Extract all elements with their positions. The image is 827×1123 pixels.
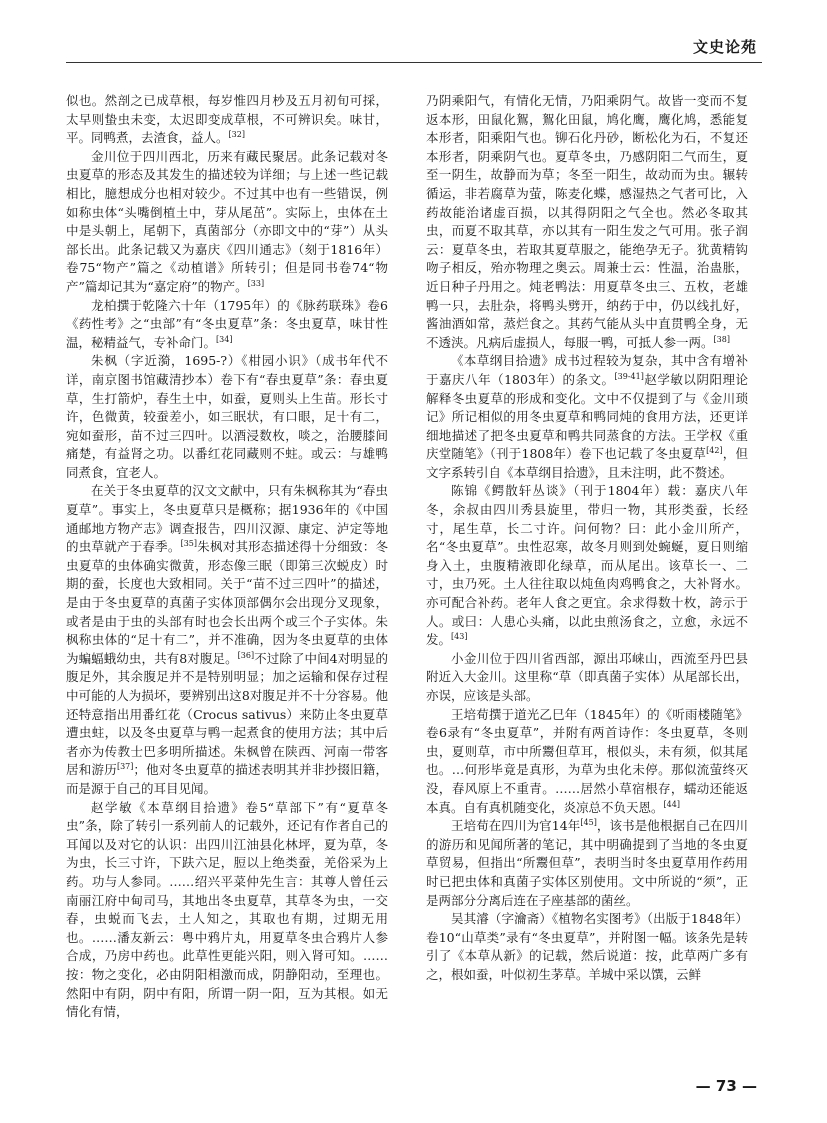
citation-ref: [38]: [713, 334, 730, 344]
paragraph-text: 不过除了中间4对明显的腹足外，其余腹足并不是特别明显；加之运输和保存过程中可能的人为损坏，要辨别出这8对腹足并不十分容易。他还特意指出用番红花（Crocus sativus）来防止冬虫夏草遭虫蛀，以及冬虫夏草与鸭一起煮食的使用方法；其中后者亦为传教士巴多明所描述。朱枫曾在陕西、河南一带客居和游历: [66, 650, 388, 778]
paragraph-text: 王培荀撰于道光乙巳年（1845年）的《听雨楼随笔》卷6录有“冬虫夏草”，并附有两首诗作：冬虫夏草，冬则虫，夏则草，市中所鬻但草耳，根似头，未有须，似其尾也。…何形毕竟是真形，为草为虫化未停。那似流萤终灭没，春风原上不重青。……居然小草宿根存，蠕动还能返本真。自有真机随变化，炎凉总不负天恩。: [426, 706, 748, 815]
paragraph-text: 龙柏撰于乾隆六十年（1795年）的《脉药联珠》卷6《药性考》之“虫部”有“冬虫夏草”条：冬虫夏草，味甘性温，秘精益气，专补命门。: [66, 297, 388, 350]
citation-ref: [39-41]: [614, 371, 644, 381]
paragraph-text: 似也。然剖之已成草根，每岁惟四月杪及五月初旬可採，太早则蛰虫未变，太迟即变成草根，不可辨识矣。味甘，平。同鸭煮，去渣食，益人。: [66, 93, 388, 146]
citation-ref: [34]: [216, 334, 233, 344]
paragraph-text: 赵学敏以阴阳理论解释冬虫夏草的形成和变化。文中不仅提到了与《金川琐记》所记相似的用冬虫夏草和鸭同炖的食用方法，还更详细地描述了把冬虫夏草和鸭共同蒸食的方法。王学权《重庆堂随笔》（刊于1808年）卷下也记载了冬虫夏草: [426, 371, 748, 462]
citation-ref: [33]: [247, 278, 265, 288]
paragraph-text: 朱枫对其形态描述得十分细致：冬虫夏草的虫体确实微黄，形态像三眠（即第三次蜕皮）时期的蚕，长度也大致相同。关于“苗不过三四叶”的描述，是由于冬虫夏草的真菌子实体顶部偶尔会出现分叉现象，或者是由于虫的头部有时也会长出两个或三个子实体。朱枫称虫体的“足十有二”，并不准确，因为冬虫夏草的虫体为蝙蝠蛾幼虫，共有8对腹足。: [66, 539, 388, 666]
citation-ref: [44]: [663, 799, 680, 809]
journal-section-title: 文史论苑: [692, 38, 757, 56]
paragraph-text: ，该书是他根据自己在四川的游历和见闻所著的笔记，其中明确提到了当地的冬虫夏草贸易，但指出“所鬻但草”，表明当时冬虫夏草用作药用时已把虫体和真菌子实体区别使用。文中所说的“须”，正是两部分分离后连在子座基部的菌丝。: [426, 818, 748, 908]
paragraph: [426, 910, 748, 984]
paragraph-text: 金川位于四川西北，历来有藏民聚居。此条记载对冬虫夏草的形态及其发生的描述较为详细；与上述一些记载相比，臆想成分也相对较少。不过其中也有一些错误，例如称虫体“头嘴倒植土中，芽从尾茁”。实际上，虫体在土中是头朝上，尾朝下，真菌部分（亦即文中的“芽”）从头部长出。此条记载又为嘉庆《四川通志》（刻于1816年）卷75“物产”篇之《动植谱》所转引；但是同书卷74“物产”篇却记其为“嘉定府”的物产。: [66, 148, 388, 294]
paragraph: [426, 650, 748, 706]
paragraph-text: 《本草纲目拾遗》成书过程较为复杂，其中含有增补于嘉庆八年（1803年）的条文。: [426, 353, 748, 387]
paragraph-text: 在关于冬虫夏草的汉文文献中，只有朱枫称其为“春虫夏草”。事实上，冬虫夏草只是概称；据1936年的《中国通邮地方物产志》调查报告，四川汉源、康定、泸定等地的虫草就产于春季。: [66, 483, 388, 555]
paragraph-text: ，但文字系转引自《本草纲目拾遗》，且未注明，此不赘述。: [426, 446, 748, 480]
paragraph: [426, 817, 748, 910]
paragraph-text: ；他对冬虫夏草的描述表明其并非抄掇旧籍，而是源于自己的耳目见闻。: [66, 762, 388, 796]
paragraph: [426, 92, 748, 352]
citation-ref: [32]: [228, 130, 245, 140]
citation-ref: [35]: [180, 539, 198, 549]
paragraph-text: 赵学敏《本草纲目拾遗》卷5“草部下”有“夏草冬虫”条，除了转引一系列前人的记载外，还记有作者自己的耳闻以及对它的认识：出四川江油县化林坪，夏为草，冬为虫，长三寸许，下趺六足，脰以上绝类蚕，羌俗采为上药。功与人参同。……绍兴平菜仲先生言：其尊人曾任云南丽江府中甸司马，其地出冬虫夏草，其草冬为虫，一交春，虫蜕而飞去，土人知之，其取也有期，过期无用也。……潘友新云：粤中鸦片丸，用夏草冬虫合鸦片人参合成，乃房中药也。此草性更能兴阳，则入肾可知。……按：物之变化，必由阴阳相激而成，阴静阳动，至理也。然阳中有阴，阴中有阳，所谓一阴一阳，互为其根。如无情化有情，: [66, 799, 388, 1020]
paragraph: [426, 352, 748, 482]
paragraph: [66, 482, 388, 798]
paragraph-text: 乃阴乘阳气，有情化无情，乃阳乘阴气。故皆一变而不复返本形，田鼠化鴽，鴽化田鼠，鸠化鹰，鹰化鸠，悉能复本形者，阳乘阳气也。铆石化丹砂，断松化为石，不复还本形者，阴乘阴气也。夏草冬虫，乃感阴阳二气而生，夏至一阴生，故静而为草；冬至一阳生，故动而为虫。辗转循运，非若腐草为萤，陈麦化蝶，感湿热之气者可比，入药故能治诸虚百损，以其得阴阳之气全也。然必冬取其虫，而夏不取其草，亦以其有一阳生发之气可用。张子润云：夏草冬虫，若取其夏草服之，能绝孕无子。犹黄精钩吻子相反，殆亦物理之奥云。周兼士云：性温，治蛊胀，近日种子丹用之。炖老鸭法：用夏草冬虫三、五枚，老雄鸭一只，去肚杂，将鸭头劈开，纳药于中，仍以线扎好，酱油酒如常，蒸烂食之。其药气能从头中直贯鸭全身，无不透浃。凡病后虚损人，每服一鸭，可抵人参一两。: [426, 93, 748, 350]
paragraph: [426, 706, 748, 818]
citation-ref: [37]: [116, 762, 134, 772]
right-column: [426, 92, 748, 985]
paragraph-text: 陈锦《鳄散轩丛谈》（刊于1804年）载：嘉庆八年冬，余叔由四川秀县旋里，带归一物，其形类蚕，长经寸，尾生草，长二寸许。问何物？曰：此小金川所产，名“冬虫夏草”。虫性忍寒，故冬月则到处蜿蜒，夏日则缩身入土，虫腹精液即化绿草，而从尾出。该草长一、二寸，虫乃死。土人往往取以炖鱼肉鸡鸭食之，大补肾水。亦可配合补药。老年人食之更宜。余求得数十枚，誇示于人。或曰：人患心头痛，以此虫煎汤食之，立愈，永远不发。: [426, 483, 748, 648]
citation-ref: [45]: [580, 818, 597, 827]
paragraph: [66, 92, 388, 148]
page-number: — 73 —: [695, 1077, 757, 1095]
paragraph: [66, 799, 388, 1022]
paragraph-text: 小金川位于四川省西部，源出邛崃山，西流至丹巴县附近入大金川。这里称“草（即真菌子实体）从尾部长出，亦误，应该是头部。: [426, 650, 748, 703]
citation-ref: [36]: [237, 650, 255, 660]
paragraph: [66, 148, 388, 297]
left-column: [66, 92, 388, 1022]
citation-ref: [42]: [706, 446, 723, 456]
citation-ref: [43]: [451, 632, 468, 642]
header-rule: [66, 62, 762, 63]
paragraph: [66, 352, 388, 482]
paragraph: [66, 297, 388, 353]
paragraph-text: 朱枫（字近漪，1695-?）《柑园小识》（成书年代不详，南京图书馆藏清抄本）卷下有“春虫夏草”条：春虫夏草，生打箭炉，春生土中，如蚕，夏则头上生苗。形长寸许，色微黄，较蚕差小，如三眠状，有口眼，足十有二，宛如蚕形，苗不过三四叶。以酒浸数枚，啖之，治腰膝间痛楚，有益肾之功。以番红花同藏则不蛀。或云：与雄鸭同煮食，宜老人。: [66, 353, 388, 480]
paragraph-text: 吴其濬（字瀹斋）《植物名实图考》（出版于1848年）卷10“山草类”录有“冬虫夏草”，并附图一幅。该条先是转引了《本草从新》的记载，然后说道：按，此草两广多有之，根如蚕，叶似初生茅草。羊城中采以馔，云鲜: [426, 911, 748, 982]
paragraph-text: 王培荀在四川为官14年: [451, 818, 581, 834]
paragraph: [426, 482, 748, 649]
